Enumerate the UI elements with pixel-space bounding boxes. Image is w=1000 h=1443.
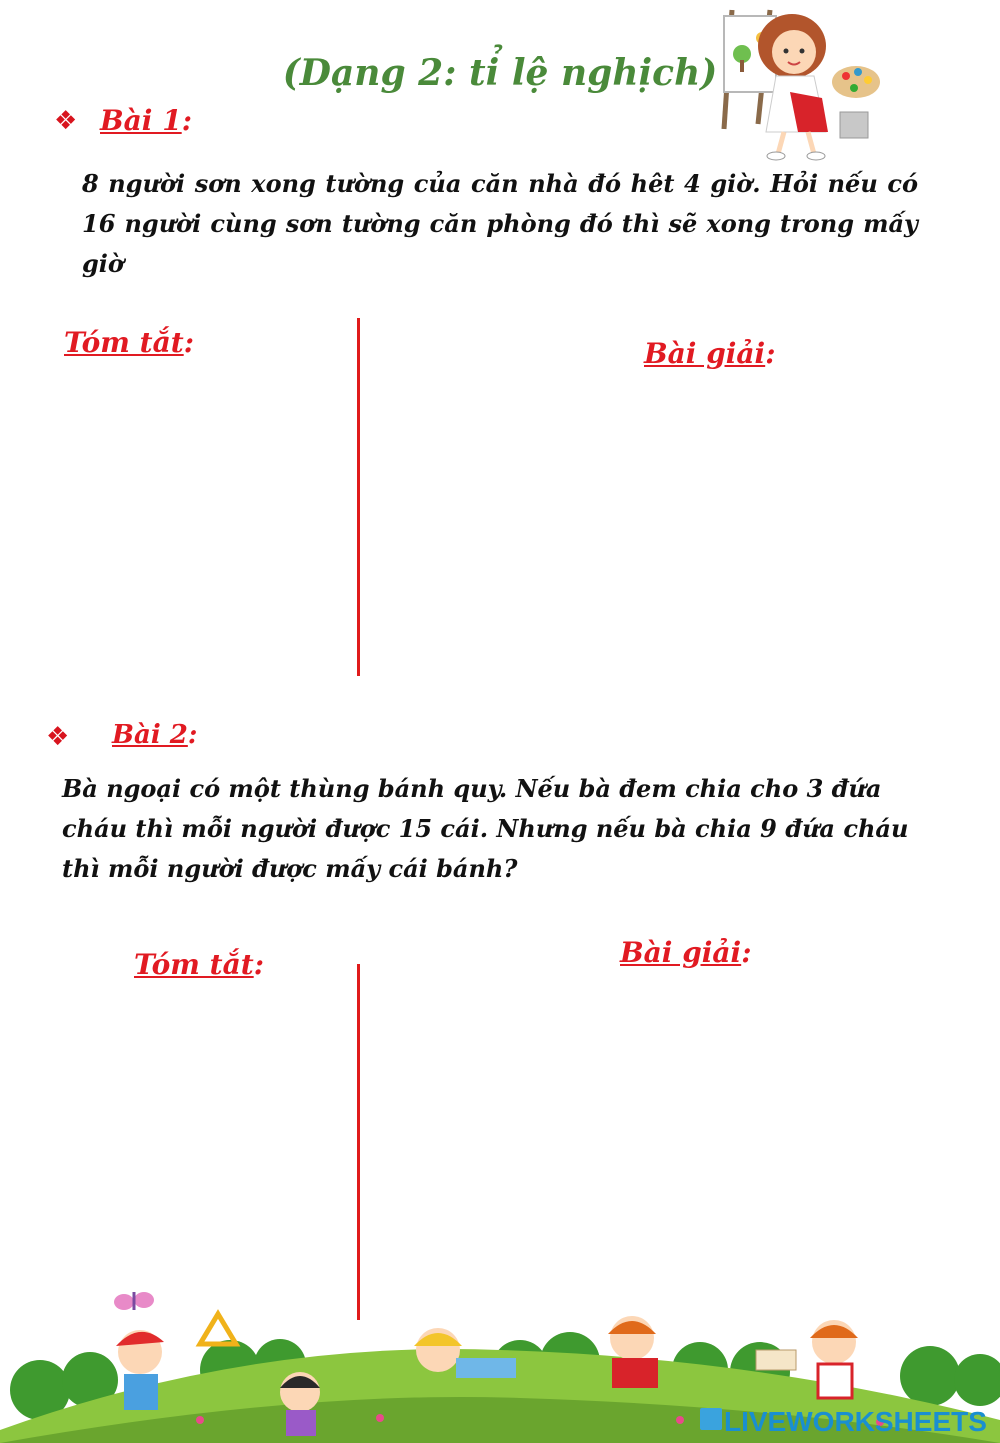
bai2-solution-label: Bài giải: [620, 936, 742, 969]
bai1-colon: :: [181, 104, 193, 137]
bai2-summary-label: Tóm tắt: [134, 948, 254, 981]
bai1-summary-label: Tóm tắt: [64, 326, 184, 359]
bai1-solution-label: Bài giải: [644, 337, 766, 370]
bai2-label: Bài 2: [112, 720, 188, 750]
bai2-problem-text: Bà ngoại có một thùng bánh quy. Nếu bà đem chia cho 3 đứa cháu thì mỗi người được 15 cái. Nhưng nếu bà chia 9 đứa cháu thì mỗi người được mấy cái bánh?: [62, 774, 909, 883]
worksheet-title: (Dạng 2: tỉ lệ nghịch): [282, 52, 718, 94]
bai2-heading: [112, 720, 197, 750]
bai2-solution-heading: Bài giải:: [620, 936, 752, 969]
bullet-diamond-icon: ❖: [46, 722, 70, 752]
bai1-label: Bài 1: [100, 104, 182, 137]
bai1-solution-heading: Bài giải:: [644, 337, 776, 370]
bai1-problem-text: 8 người sơn xong tường của căn nhà đó hêt 4 giờ. Hỏi nếu có 16 người cùng sơn tường căn phòng đó thì sẽ xong trong mấy giờ: [82, 169, 918, 278]
bai1-summary-heading: Tóm tắt:: [64, 326, 195, 359]
bai1-heading: [100, 104, 192, 137]
bai2-colon: :: [187, 720, 198, 750]
liveworksheets-logo[interactable]: LIVEWORKSHEETS: [724, 1406, 987, 1437]
painter-girl-illustration: [718, 4, 886, 162]
bai1-divider: [357, 318, 360, 676]
bai2-summary-heading: Tóm tắt:: [134, 948, 265, 981]
bai2-divider: [357, 964, 360, 1320]
bullet-diamond-icon: ❖: [54, 106, 78, 136]
